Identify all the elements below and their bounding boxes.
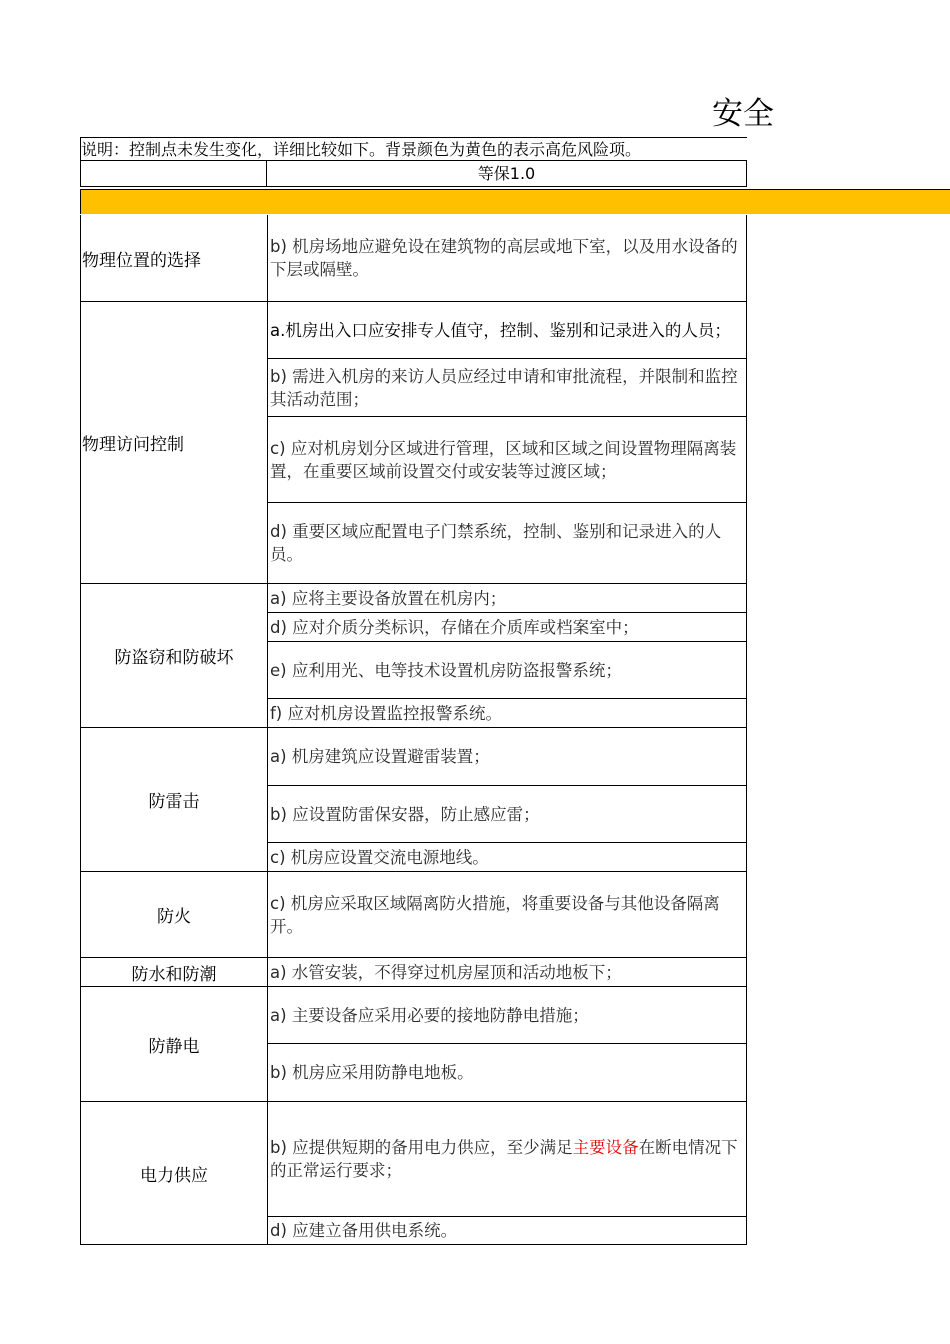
category-power: 电力供应 bbox=[80, 1102, 268, 1245]
requirement-cell bbox=[267, 786, 747, 843]
requirement-text: d) 应对介质分类标识，存储在介质库或档案室中； bbox=[270, 617, 639, 637]
requirement-text: a) 机房建筑应设置避雷装置； bbox=[270, 747, 490, 766]
requirement-text bbox=[270, 1136, 743, 1182]
requirement-text-part: b) 应提供短期的备用电力供应，至少满足 bbox=[270, 1138, 573, 1157]
requirement-cell bbox=[267, 843, 747, 872]
requirement-cell bbox=[267, 699, 747, 728]
page-title: 安全 bbox=[712, 96, 774, 132]
requirement-text: b) 机房场地应避免设在建筑物的高层或地下室，以及用水设备的下层或隔壁。 bbox=[270, 237, 738, 279]
header-version-cell: 等保1.0 bbox=[267, 160, 747, 187]
requirement-text: b) 应设置防雷保安器，防止感应雷； bbox=[270, 804, 540, 824]
requirement-cell bbox=[267, 987, 747, 1044]
category-lightning: 防雷击 bbox=[80, 728, 268, 872]
requirement-text: c) 机房应采取区域隔离防火措施，将重要设备与其他设备隔离开。 bbox=[270, 893, 720, 936]
requirement-text: a) 应将主要设备放置在机房内； bbox=[270, 588, 507, 608]
requirement-cell bbox=[267, 359, 747, 417]
requirement-cell bbox=[267, 417, 747, 503]
requirement-cell bbox=[267, 1102, 747, 1217]
requirement-text: f) 应对机房设置监控报警系统。 bbox=[270, 703, 502, 723]
high-risk-band bbox=[80, 189, 950, 214]
requirement-cell bbox=[267, 215, 747, 302]
requirement-text: a) 水管安装，不得穿过机房屋顶和活动地板下； bbox=[270, 962, 622, 982]
requirement-text: e) 应利用光、电等技术设置机房防盗报警系统； bbox=[270, 660, 622, 680]
category-anti-theft: 防盗窃和防破坏 bbox=[80, 584, 268, 728]
requirement-text: c) 机房应设置交流电源地线。 bbox=[270, 847, 489, 867]
requirement-text: c) 应对机房划分区域进行管理，区域和区域之间设置物理隔离装置，在重要区域前设置交付或安装等过渡区域； bbox=[270, 438, 737, 481]
requirement-cell bbox=[267, 958, 747, 987]
category-physical-access: 物理访问控制 bbox=[80, 302, 268, 584]
requirement-text: d) 应建立备用供电系统。 bbox=[270, 1221, 458, 1240]
category-physical-location: 物理位置的选择 bbox=[80, 215, 268, 302]
highlighted-key-term: 主要设备 bbox=[572, 1138, 639, 1157]
requirement-cell bbox=[267, 613, 747, 642]
requirement-text: a) 主要设备应采用必要的接地防静电措施； bbox=[270, 1005, 589, 1025]
requirement-cell bbox=[267, 584, 747, 613]
requirement-cell bbox=[267, 1217, 747, 1245]
requirement-text: d) 重要区域应配置电子门禁系统，控制、鉴别和记录进入的人员。 bbox=[270, 522, 722, 564]
requirement-text: a.机房出入口应安排专人值守，控制、鉴别和记录进入的人员； bbox=[270, 320, 731, 340]
requirement-text-part: 在断电情况下的正常运行要求； bbox=[270, 1138, 738, 1180]
requirement-cell bbox=[267, 503, 747, 584]
description-note: 说明：控制点未发生变化，详细比较如下。背景颜色为黄色的表示高危风险项。 bbox=[80, 137, 747, 160]
requirement-text: b) 机房应采用防静电地板。 bbox=[270, 1063, 474, 1082]
category-static: 防静电 bbox=[80, 987, 268, 1102]
requirement-cell bbox=[267, 642, 747, 699]
requirement-text: b) 需进入机房的来访人员应经过申请和审批流程，并限制和监控其活动范围； bbox=[270, 366, 738, 409]
requirement-cell bbox=[267, 728, 747, 786]
requirement-cell bbox=[267, 302, 747, 359]
category-water: 防水和防潮 bbox=[80, 958, 268, 987]
header-category-cell bbox=[80, 160, 267, 187]
requirement-cell bbox=[267, 872, 747, 958]
category-fire: 防火 bbox=[80, 872, 268, 958]
requirement-cell bbox=[267, 1044, 747, 1102]
